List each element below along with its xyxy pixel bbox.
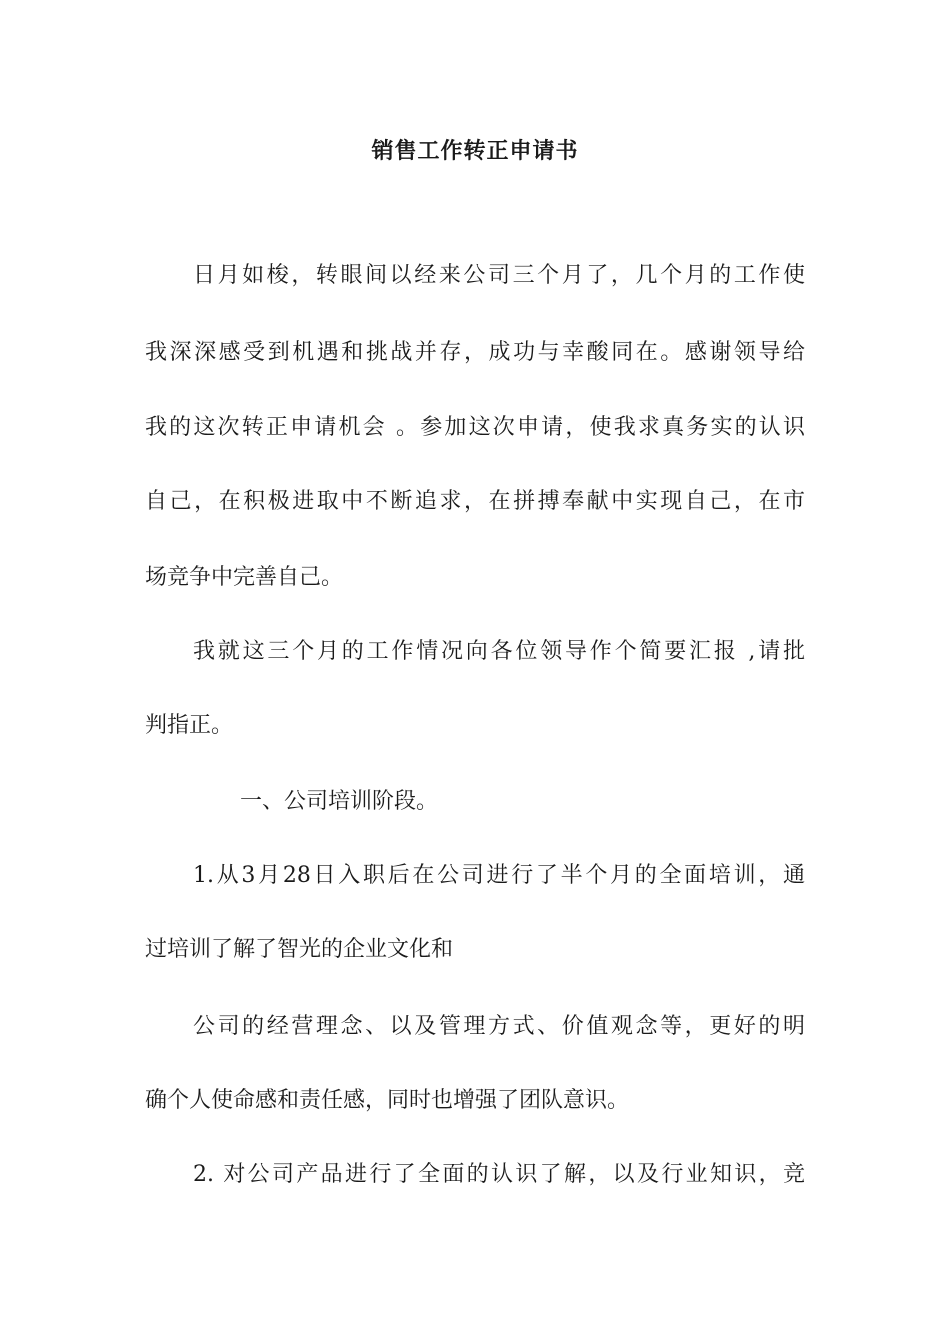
- paragraph-line: 1.从3月28日入职后在公司进行了半个月的全面培训，通: [193, 863, 805, 888]
- paragraph-line: 我的这次转正申请机会 。参加这次申请，使我求真务实的认识: [145, 415, 805, 440]
- paragraph-line: 场竞争中完善自己。: [145, 565, 344, 590]
- paragraph-line: 确个人使命感和责任感，同时也增强了团队意识。: [145, 1088, 630, 1113]
- paragraph-line: 我就这三个月的工作情况向各位领导作个简要汇报 ,请批: [193, 639, 805, 664]
- paragraph-line: 过培训了解了智光的企业文化和: [145, 937, 454, 962]
- section-heading: 一、公司培训阶段。: [240, 789, 439, 814]
- document-title: 销售工作转正申请书: [371, 139, 579, 164]
- paragraph-line: 公司的经营理念、以及管理方式、价值观念等，更好的明: [193, 1014, 805, 1039]
- paragraph-line: 判指正。: [145, 713, 234, 738]
- paragraph-line: 2. 对公司产品进行了全面的认识了解，以及行业知识，竞: [193, 1162, 805, 1187]
- paragraph-line: 我深深感受到机遇和挑战并存，成功与幸酸同在。感谢领导给: [145, 340, 805, 365]
- paragraph-line: 自己，在积极进取中不断追求，在拼搏奉献中实现自己，在市: [145, 489, 805, 514]
- paragraph-line: 日月如梭，转眼间以经来公司三个月了，几个月的工作使: [193, 263, 805, 288]
